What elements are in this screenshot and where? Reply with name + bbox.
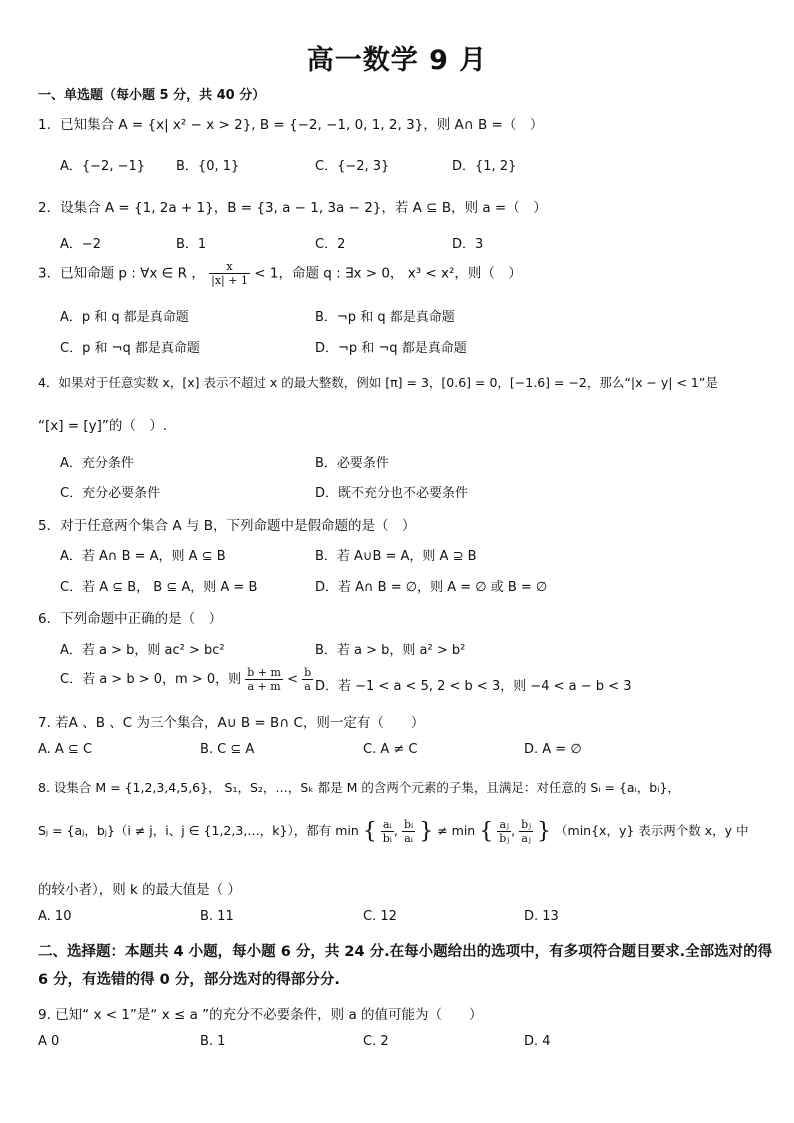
q8-frac-aj-bj-num: aⱼ bbox=[497, 818, 511, 832]
q6-option-d: D．若 −1 < a < 5, 2 < b < 3，则 −4 < a − b < 3 bbox=[315, 679, 632, 694]
q3-option-a: A．p 和 q 都是真命题 bbox=[60, 310, 189, 325]
q6-fraction-right-denominator: a bbox=[304, 680, 311, 693]
question-5-stem: 5．对于任意两个集合 A 与 B，下列命题中是假命题的是（ ） bbox=[38, 518, 416, 534]
q3-fraction-numerator: x bbox=[209, 260, 250, 274]
q9-option-c: C. 2 bbox=[363, 1034, 389, 1049]
q8-brace-open-1: { bbox=[362, 819, 377, 844]
q6-fraction-left-numerator: b + m bbox=[247, 666, 281, 679]
q4-option-a: A．充分条件 bbox=[60, 456, 134, 471]
question-4-stem-line2: “[x] = [y]”的（ ）. bbox=[38, 418, 168, 434]
q8-brace-close-2: } bbox=[537, 819, 552, 844]
q6-fraction-right-numerator: b bbox=[304, 666, 312, 679]
question-8-line1: 8. 设集合 M = {1,2,3,4,5,6}， S₁，S₂，…，Sₖ 都是 M 的含两个元素的子集，且满足：对任意的 Sᵢ = {aᵢ，bᵢ}， bbox=[38, 780, 680, 795]
q6-fraction-left bbox=[245, 666, 283, 693]
q6-option-a: A．若 a > b，则 ac² > bc² bbox=[60, 643, 225, 658]
q8-option-c: C. 12 bbox=[363, 909, 397, 924]
q1-option-d: D．{1, 2} bbox=[452, 159, 517, 174]
q8-brace-open-2: { bbox=[479, 819, 494, 844]
q2-option-d: D．3 bbox=[452, 237, 484, 252]
section-2-heading: 二、选择题：本题共 4 小题，每小题 6 分，共 24 分.在每小题给出的选项中，有多项符合题目要求.全部选对的得 6 分，有选错的得 0 分，部分选对的得部分分. bbox=[38, 944, 773, 988]
q9-option-d: D. 4 bbox=[524, 1034, 551, 1049]
q8-frac-bj-aj bbox=[519, 818, 533, 845]
q7-option-a: A. A ⊆ C bbox=[38, 742, 93, 757]
q4-option-c: C．充分必要条件 bbox=[60, 486, 161, 501]
q5-option-d: D．若 A∩ B = ∅，则 A = ∅ 或 B = ∅ bbox=[315, 580, 548, 595]
question-4-stem-line1: 4．如果对于任意实数 x，[x] 表示不超过 x 的最大整数，例如 [π] = 3，[0.6] = 0，[−1.6] = −2，那么“|x − y| < 1”是 bbox=[38, 375, 718, 390]
question-8-line2: Sⱼ = {aⱼ，bⱼ}（i ≠ j，i、j ∈ {1,2,3,…，k}），都有 min { $\frac{\text{aᵢ}}{\text{bᵢ}}$ , $\frac{\text{bᵢ}}{\text{aᵢ}}$ } ≠ min { $\frac{\text{aⱼ}}{\text{bⱼ}}$ , $\frac{\text{bⱼ}}{\text{aⱼ}}$ } （min{x，y} 表示两个数 x，y 中 bbox=[38, 818, 749, 845]
q3-fraction-denominator: |x| + 1 bbox=[211, 274, 248, 287]
q8-option-d: D. 13 bbox=[524, 909, 559, 924]
question-3-stem bbox=[38, 260, 522, 287]
question-8-line3: 的较小者），则 k 的最大值是（ ） bbox=[38, 882, 241, 898]
q8-frac-ai-bi bbox=[381, 818, 394, 845]
q1-option-c: C．{−2, 3} bbox=[315, 159, 390, 174]
q2-option-c: C．2 bbox=[315, 237, 346, 252]
q6-fraction-right bbox=[302, 666, 313, 693]
q6-option-b: B．若 a > b，则 a² > b² bbox=[315, 643, 466, 658]
q8-frac-aj-bj-den: bⱼ bbox=[499, 832, 510, 845]
q7-option-c: C. A ≠ C bbox=[363, 742, 418, 757]
q7-option-b: B. C ⊆ A bbox=[200, 742, 255, 757]
question-6-stem: 6．下列命题中正确的是（ ） bbox=[38, 611, 223, 627]
q7-option-d: D. A = ∅ bbox=[524, 742, 582, 757]
q2-option-a: A．−2 bbox=[60, 237, 102, 252]
q3-option-b: B．¬p 和 q 都是真命题 bbox=[315, 310, 455, 325]
page-title: 高一数学 9 月 bbox=[306, 45, 488, 76]
q8-frac-bi-ai-num: bᵢ bbox=[403, 818, 414, 831]
q8-frac-ai-bi-den: bᵢ bbox=[382, 832, 393, 845]
q8-neq-min: ≠ min bbox=[437, 823, 476, 838]
q9-option-b: B. 1 bbox=[200, 1034, 226, 1049]
q3-stem-end: < 1，命题 q : ∃x > 0， x³ < x²，则（ ） bbox=[254, 265, 522, 282]
q6-option-c bbox=[60, 666, 313, 693]
q8-frac-bi-ai-den: aᵢ bbox=[404, 832, 413, 845]
question-9-stem: 9. 已知“ x < 1”是“ x ≤ a ”的充分不必要条件，则 a 的值可能为（ ） bbox=[38, 1007, 483, 1023]
q9-option-a: A 0 bbox=[38, 1034, 60, 1049]
q3-fraction bbox=[209, 260, 250, 287]
question-2-stem: 2．设集合 A = {1, 2a + 1}，B = {3, a − 1, 3a − 2}，若 A ⊆ B，则 a =（ ） bbox=[38, 200, 547, 216]
q3-option-d: D．¬p 和 ¬q 都是真命题 bbox=[315, 341, 467, 356]
q8-brace-close-1: } bbox=[419, 819, 434, 844]
q4-option-d: D．既不充分也不必要条件 bbox=[315, 486, 469, 501]
q8-frac-aj-bj bbox=[497, 818, 511, 845]
q8-option-b: B. 11 bbox=[200, 909, 234, 924]
section-1-heading: 一、单选题（每小题 5 分，共 40 分） bbox=[38, 88, 266, 103]
q8-frac-bj-aj-den: aⱼ bbox=[521, 832, 531, 845]
q8-line2-end: （min{x，y} 表示两个数 x，y 中 bbox=[555, 823, 749, 838]
q5-option-a: A．若 A∩ B = A，则 A ⊆ B bbox=[60, 549, 226, 564]
q6-fraction-left-denominator: a + m bbox=[247, 680, 281, 693]
q8-line2-start: Sⱼ = {aⱼ，bⱼ}（i ≠ j，i、j ∈ {1,2,3,…，k}），都有 min bbox=[38, 823, 359, 838]
q5-option-b: B．若 A∪B = A，则 A ⊇ B bbox=[315, 549, 477, 564]
q1-option-b: B．{0, 1} bbox=[176, 159, 240, 174]
q8-frac-ai-bi-num: aᵢ bbox=[381, 818, 394, 832]
question-1-stem: 1．已知集合 A = {x| x² − x > 2}, B = {−2, −1, 0, 1, 2, 3}，则 A∩ B =（ ） bbox=[38, 117, 544, 133]
q8-option-a: A. 10 bbox=[38, 909, 72, 924]
q6-option-c-text: C．若 a > b > 0，m > 0，则 bbox=[60, 672, 242, 687]
q3-stem-start: 3．已知命题 p : ∀x ∈ R ， bbox=[38, 265, 205, 282]
q5-option-c: C．若 A ⊆ B， B ⊆ A，则 A = B bbox=[60, 580, 258, 595]
q2-option-b: B．1 bbox=[176, 237, 207, 252]
q6-less-than: < bbox=[287, 672, 298, 687]
q1-option-a: A．{−2, −1} bbox=[60, 159, 146, 174]
q8-frac-bi-ai bbox=[402, 818, 415, 845]
q3-option-c: C．p 和 ¬q 都是真命题 bbox=[60, 341, 200, 356]
q4-option-b: B．必要条件 bbox=[315, 456, 389, 471]
q8-frac-bj-aj-num: bⱼ bbox=[521, 818, 532, 831]
question-7-stem: 7. 若A 、B 、C 为三个集合，A∪ B = B∩ C，则一定有（ ） bbox=[38, 715, 425, 731]
